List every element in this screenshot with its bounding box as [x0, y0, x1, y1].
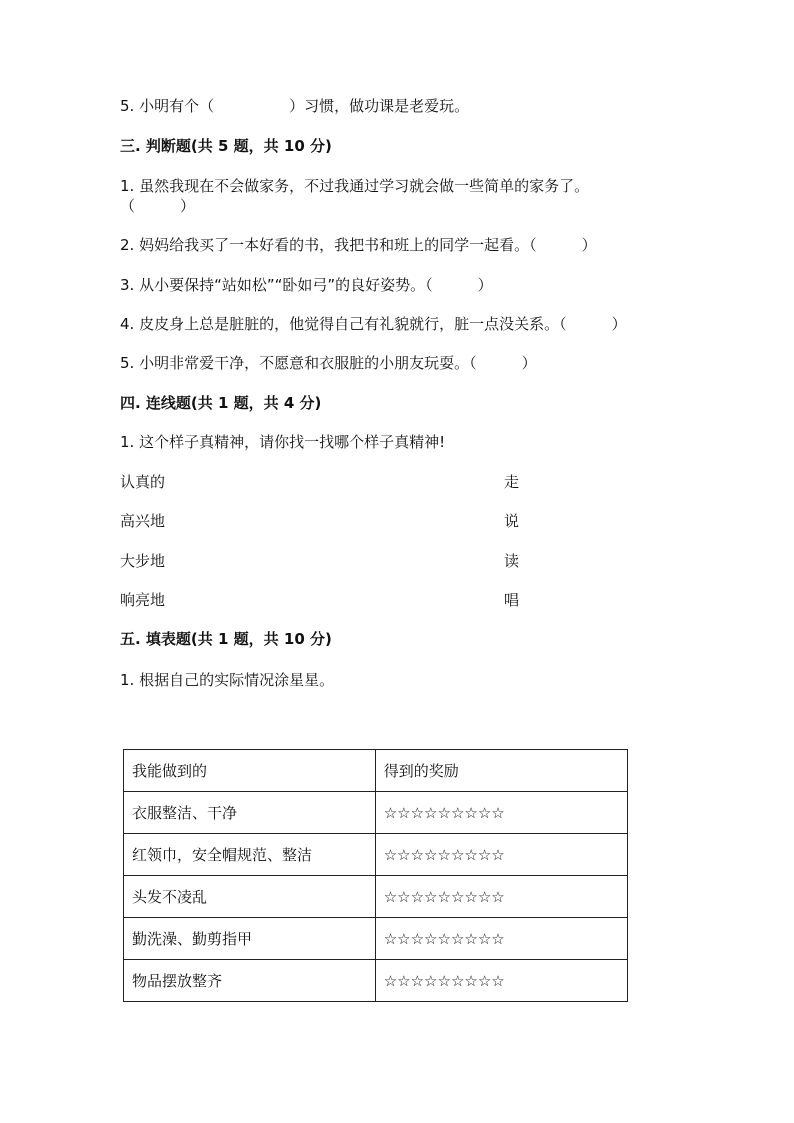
match-left-1[interactable]: 认真的 [120, 473, 166, 491]
match-right-4[interactable]: 唱 [504, 591, 520, 609]
match-left-2[interactable]: 高兴地 [120, 512, 166, 530]
table-cell-stars[interactable]: ☆☆☆☆☆☆☆☆☆ [375, 834, 627, 876]
table-question: 1. 根据自己的实际情况涂星星。 [120, 671, 335, 689]
match-left-4[interactable]: 响亮地 [120, 591, 166, 609]
judge-question-4: 4. 皮皮身上总是脏脏的，他觉得自己有礼貌就行，脏一点没关系。（ ） [120, 315, 627, 333]
table-cell-stars[interactable]: ☆☆☆☆☆☆☆☆☆ [375, 960, 627, 1002]
fill-question-5: 5. 小明有个（ ）习惯，做功课是老爱玩。 [120, 97, 470, 115]
table-cell-item: 勤洗澡、勤剪指甲 [124, 918, 376, 960]
table-cell-item: 红领巾，安全帽规范、整洁 [124, 834, 376, 876]
matching-question: 1. 这个样子真精神，请你找一找哪个样子真精神! [120, 433, 446, 451]
table-row [124, 876, 628, 918]
table-row [124, 834, 628, 876]
section-3-title: 三. 判断题(共 5 题，共 10 分) [120, 137, 332, 155]
judge-question-3: 3. 从小要保持“站如松”“卧如弓”的良好姿势。（ ） [120, 276, 493, 294]
match-right-3[interactable]: 读 [504, 552, 520, 570]
table-row [124, 960, 628, 1002]
judge-question-1-blank[interactable]: （ ） [120, 197, 196, 215]
judge-question-1: 1. 虽然我现在不会做家务，不过我通过学习就会做一些简单的家务了。 [120, 177, 590, 195]
table-cell-item: 衣服整洁、干净 [124, 792, 376, 834]
table-header-cell: 得到的奖励 [375, 750, 627, 792]
table-cell-item: 物品摆放整齐 [124, 960, 376, 1002]
star-table [123, 749, 628, 1002]
table-header-row [124, 750, 628, 792]
section-4-title: 四. 连线题(共 1 题，共 4 分) [120, 394, 322, 412]
table-row [124, 918, 628, 960]
table-cell-stars[interactable]: ☆☆☆☆☆☆☆☆☆ [375, 792, 627, 834]
match-right-2[interactable]: 说 [504, 512, 520, 530]
match-left-3[interactable]: 大步地 [120, 552, 166, 570]
section-5-title: 五. 填表题(共 1 题，共 10 分) [120, 630, 332, 648]
match-right-1[interactable]: 走 [504, 473, 520, 491]
judge-question-5: 5. 小明非常爱干净，不愿意和衣服脏的小朋友玩耍。（ ） [120, 354, 537, 372]
table-header-cell: 我能做到的 [124, 750, 376, 792]
table-cell-item: 头发不凌乱 [124, 876, 376, 918]
table-cell-stars[interactable]: ☆☆☆☆☆☆☆☆☆ [375, 876, 627, 918]
table-row [124, 792, 628, 834]
judge-question-2: 2. 妈妈给我买了一本好看的书，我把书和班上的同学一起看。（ ） [120, 236, 597, 254]
table-cell-stars[interactable]: ☆☆☆☆☆☆☆☆☆ [375, 918, 627, 960]
